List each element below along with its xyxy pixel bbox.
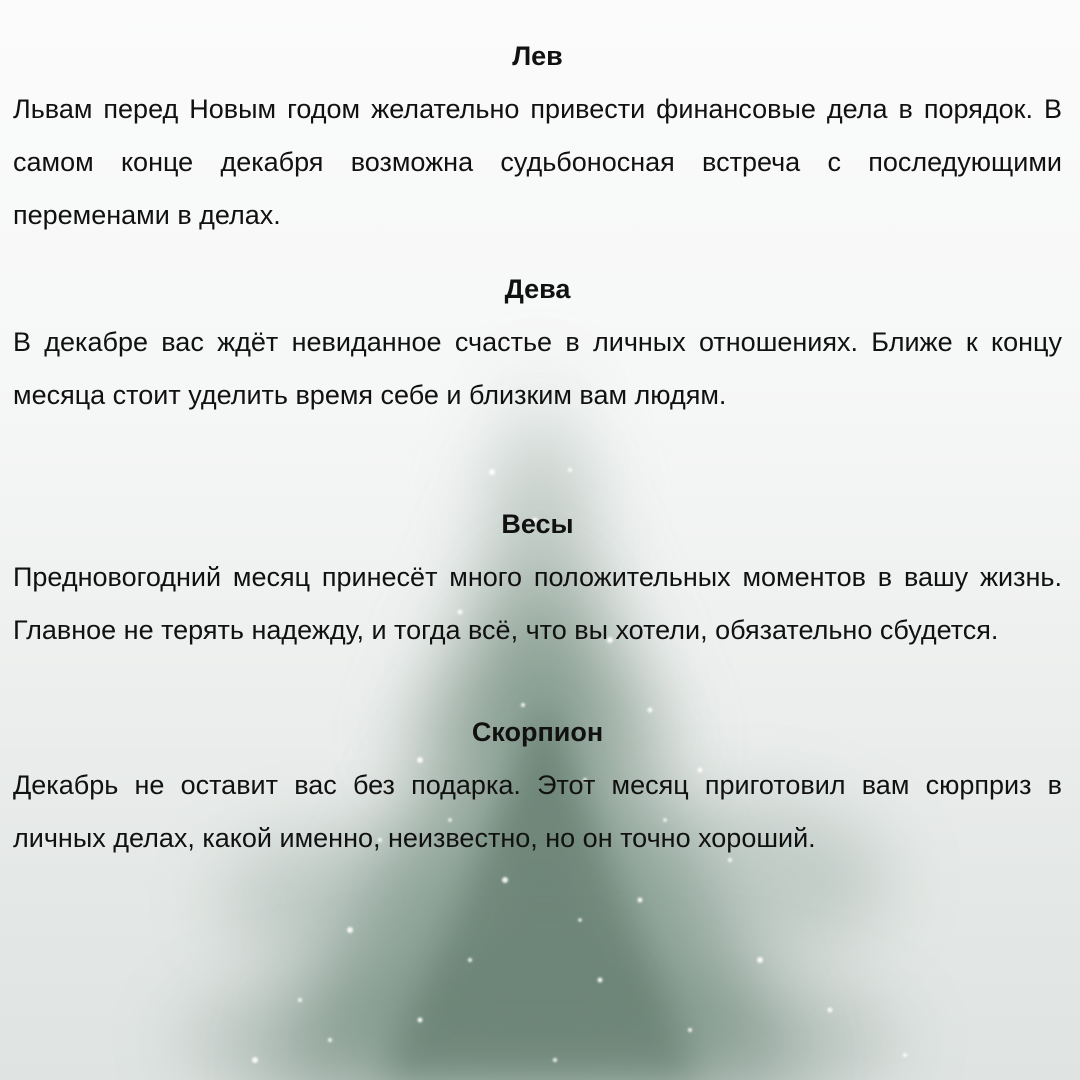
section-title-virgo: Дева — [504, 274, 571, 304]
horoscope-content — [13, 30, 1062, 865]
section-title-libra: Весы — [501, 509, 574, 539]
section-title-leo: Лев — [512, 41, 563, 71]
section-virgo — [13, 263, 1062, 422]
section-text-leo: Львам перед Новым годом желательно привести финансовые дела в порядок. В самом конце декабря возможна судьбоносная встреча с последующими переменами в делах. — [13, 94, 1062, 230]
section-libra — [13, 498, 1062, 657]
section-text-virgo: В декабре вас ждёт невиданное счастье в личных отношениях. Ближе к концу месяца стоит уделить время себе и близким вам людям. — [13, 327, 1062, 410]
section-title-scorpio: Скорпион — [471, 717, 604, 747]
section-text-libra: Предновогодний месяц принесёт много положительных моментов в вашу жизнь. Главное не терять надежду, и тогда всё, что вы хотели, обязательно сбудется. — [13, 562, 1062, 645]
section-leo — [13, 30, 1062, 242]
section-text-scorpio: Декабрь не оставит вас без подарка. Этот месяц приготовил вам сюрприз в личных делах, какой именно, неизвестно, но он точно хороший. — [13, 770, 1062, 853]
section-scorpio — [13, 706, 1062, 865]
